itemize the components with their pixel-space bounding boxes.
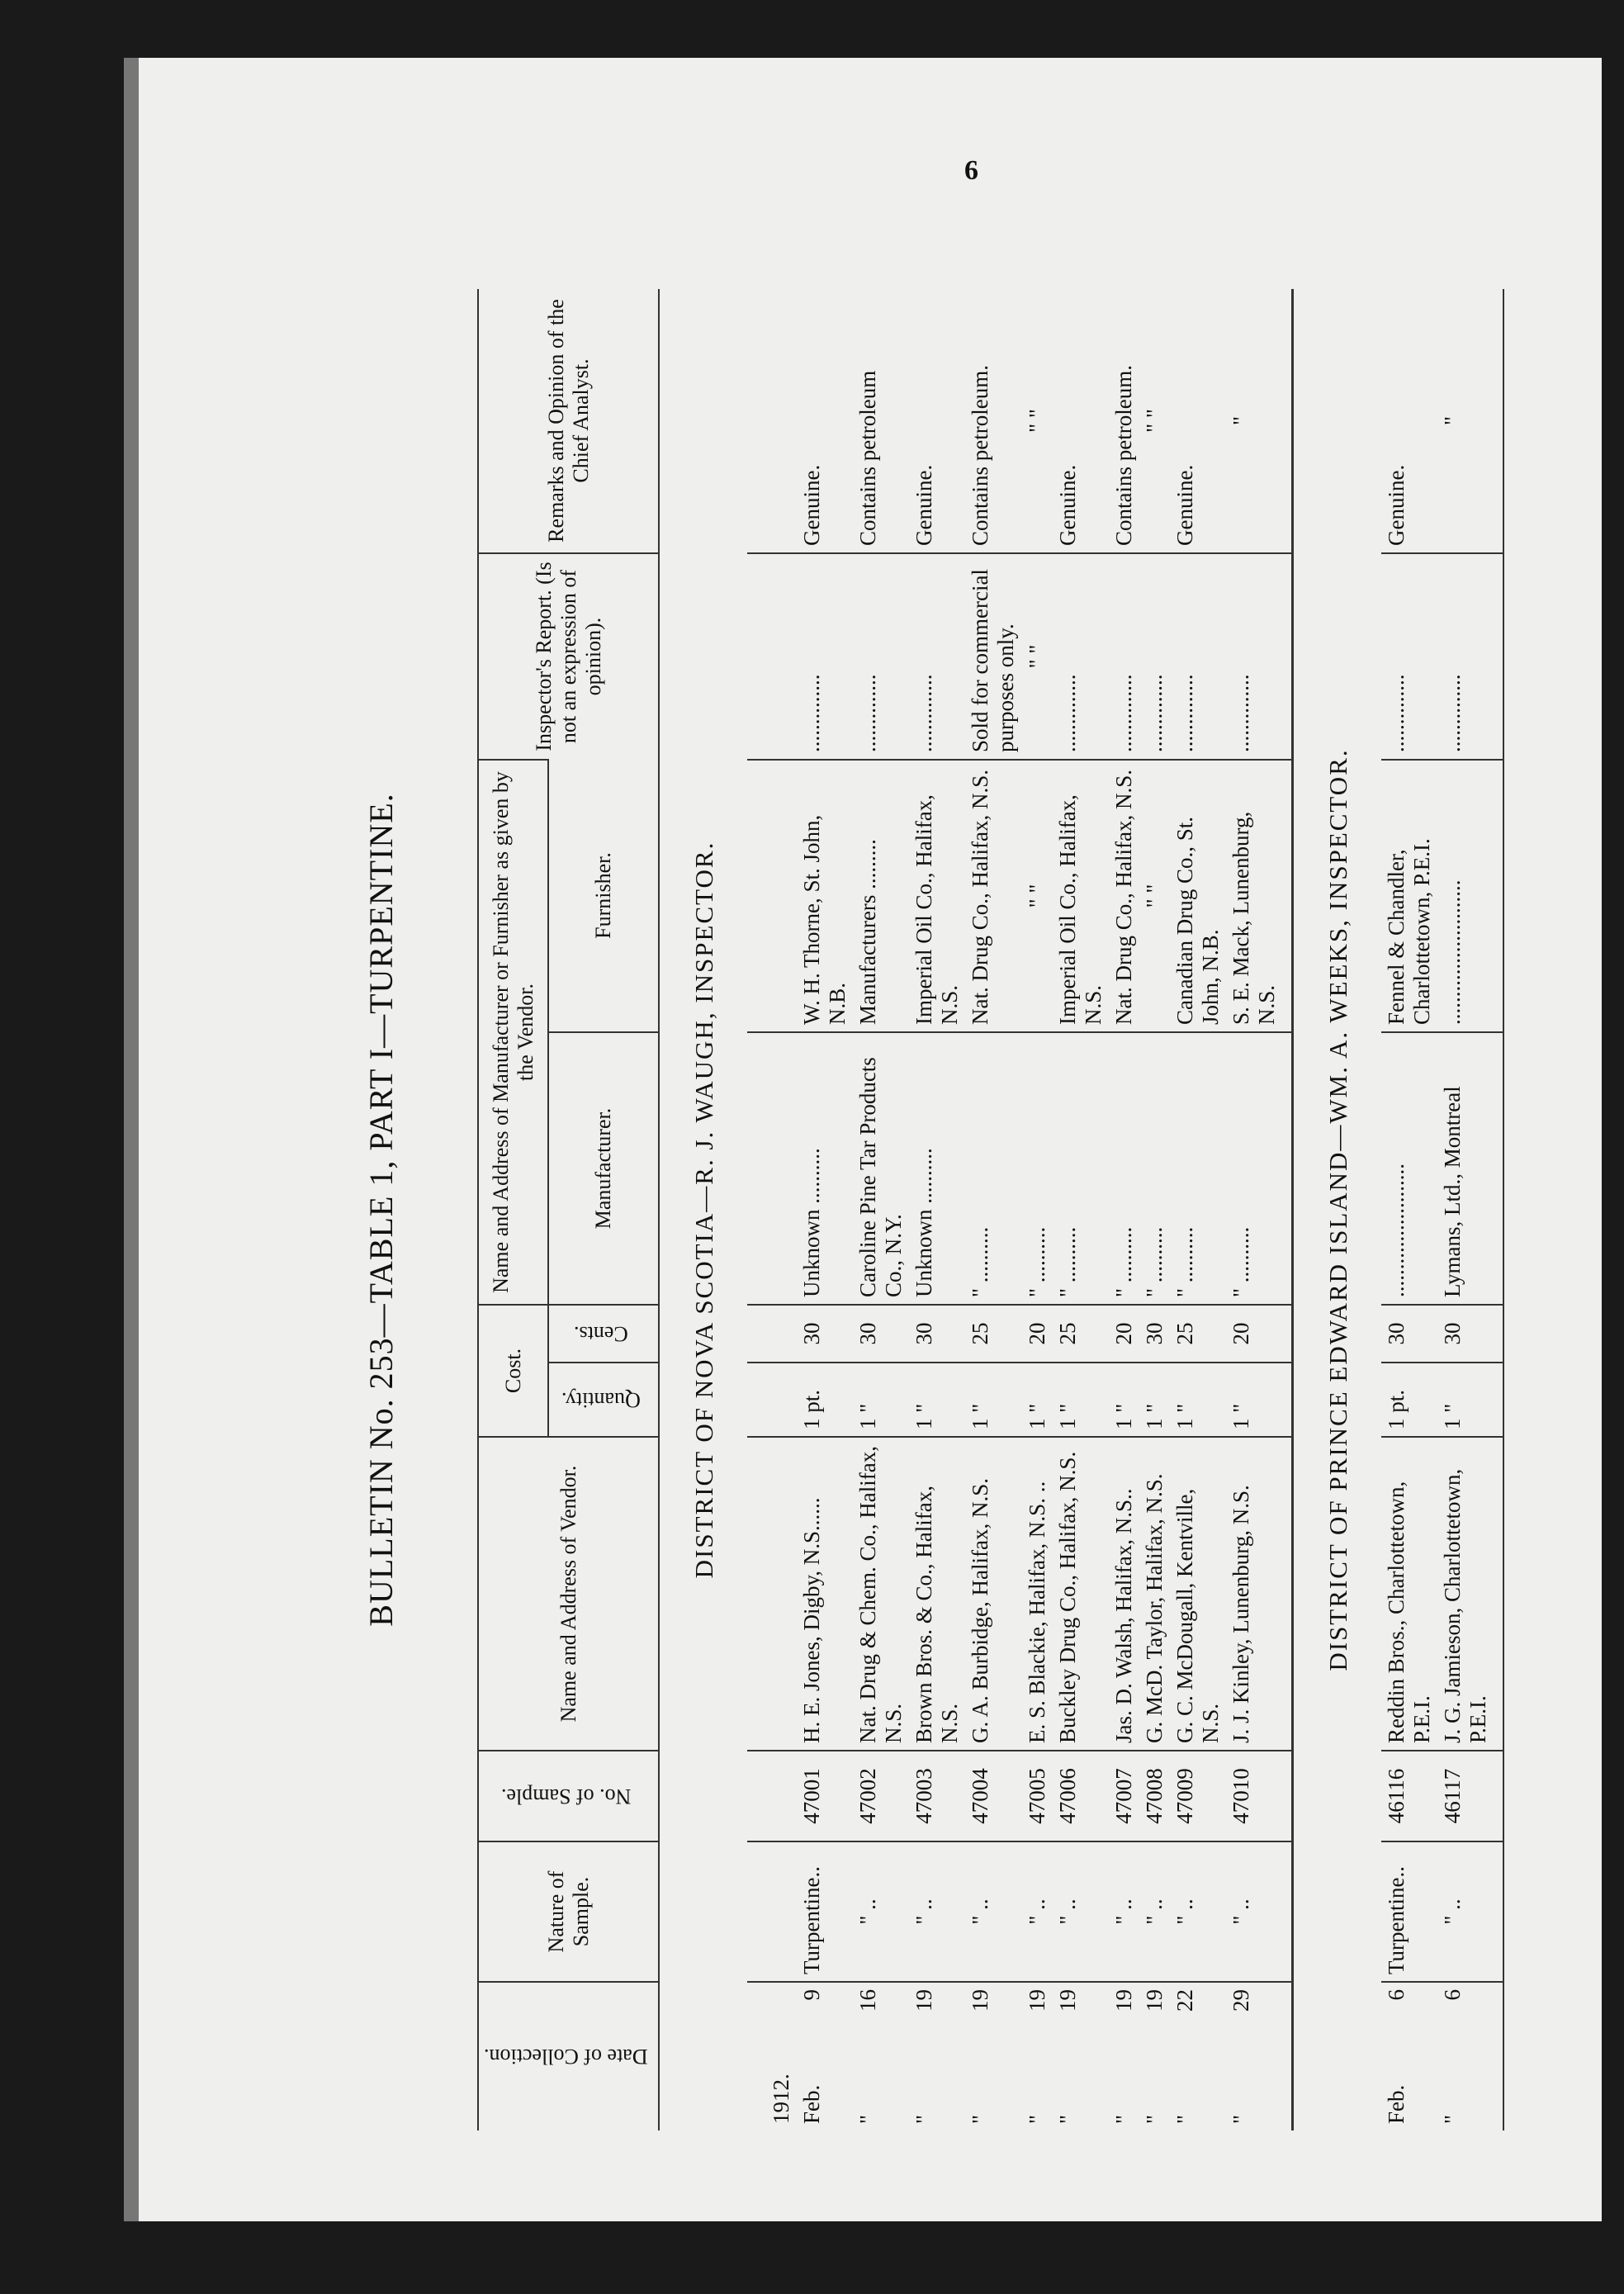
turpentine-table xyxy=(477,289,1504,2130)
header-manufacturer-group: Name and Address of Manufacturer or Furnisher as given by the Vendor. xyxy=(478,760,548,1305)
header-cents: Cents. xyxy=(548,1305,659,1363)
table-row: " 19 " .. 47004 G. A. Burbidge, Halifax, N.S. 1 " 25 " .......... Nat. Drug Co., Halifax, N.S. Sold for commercial purposes only. Contains petroleum. xyxy=(965,289,1021,2130)
header-furnisher: Furnisher. xyxy=(548,760,659,1032)
header-remarks: Remarks and Opinion of the Chief Analyst. xyxy=(478,289,659,553)
district-prince-edward-island: DISTRICT OF PRINCE EDWARD ISLAND—WM. A. WEEKS, INSPECTOR. xyxy=(1292,289,1380,2130)
table-row: " 6 " .. 46117 J. G. Jamieson, Charlottetown, P.E.I. 1 " 30 Lymans, Ltd., Montreal .......................... .............. " xyxy=(1437,289,1503,2130)
header-cost: Cost. xyxy=(478,1305,548,1437)
table-row: " 19 " .. 47003 Brown Bros. & Co., Halifax, N.S. 1 " 30 Unknown .......... Imperial Oil Co., Halifax, N.S. .............. Genuine. xyxy=(909,289,965,2130)
bulletin-title: BULLETIN No. 253—TABLE 1, PART I—TURPENTINE. xyxy=(362,793,400,1627)
header-vendor: Name and Address of Vendor. xyxy=(478,1437,659,1751)
header-nature: Nature of Sample. xyxy=(478,1841,659,1982)
rotated-table-block xyxy=(362,289,1624,2130)
table-row: " 19 " .. 47005 E. S. Blackie, Halifax, N.S. .. 1 " 20 " .......... " " " " " " xyxy=(1022,289,1053,2130)
year-label: 1912. xyxy=(747,1982,797,2130)
header-sample-no: No. of Sample. xyxy=(478,1751,659,1841)
table-row: Feb. 9 Turpentine.. 47001 H. E. Jones, Digby, N.S...... 1 pt. 30 Unknown .......... W. H. Thorne, St. John, N.B. .............. Genuine. xyxy=(797,289,853,2130)
header-date: Date of Collection. xyxy=(478,1982,659,2130)
table-row: " 19 " .. 47006 Buckley Drug Co., Halifax, N.S. 1 " 25 " .......... Imperial Oil Co., Halifax, N.S. .............. Genuine. xyxy=(1053,289,1109,2130)
header-quantity: Quantity. xyxy=(548,1363,659,1437)
table-row: " 19 " .. 47007 Jas. D. Walsh, Halifax, N.S.. 1 " 20 " .......... Nat. Drug Co., Halifax, N.S. .............. Contains petroleum. xyxy=(1109,289,1139,2130)
page-number: 6 xyxy=(964,155,978,186)
table-row: " 29 " .. 47010 J. J. Kinley, Lunenburg, N.S. 1 " 20 " .......... S. E. Mack, Lunenburg, N.S. .............. " xyxy=(1226,289,1293,2130)
header-inspector-report: Inspector's Report. (Is not an expression of opinion). xyxy=(478,553,659,760)
table-row: " 22 " .. 47009 G. C. McDougall, Kentville, N.S. 1 " 25 " .......... Canadian Drug Co., St. John, N.B. .............. Genuine. xyxy=(1170,289,1226,2130)
header-manufacturer: Manufacturer. xyxy=(548,1032,659,1305)
district-nova-scotia: DISTRICT OF NOVA SCOTIA—R. J. WAUGH, INSPECTOR. xyxy=(689,841,719,1579)
table-row: " 19 " .. 47008 G. McD. Taylor, Halifax, N.S. 1 " 30 " .......... " " .............. " " xyxy=(1139,289,1170,2130)
table-row: " 16 " .. 47002 Nat. Drug & Chem. Co., Halifax, N.S. 1 " 30 Caroline Pine Tar Products Co., N.Y. Manufacturers ......... .............. Contains petroleum xyxy=(853,289,909,2130)
table-row: Feb. 6 Turpentine.. 46116 Reddin Bros., Charlottetown, P.E.I. 1 pt. 30 ........................ Fennel & Chandler, Charlottetown, P.E.I. .............. Genuine. xyxy=(1381,289,1437,2130)
document-page xyxy=(124,58,1602,2221)
